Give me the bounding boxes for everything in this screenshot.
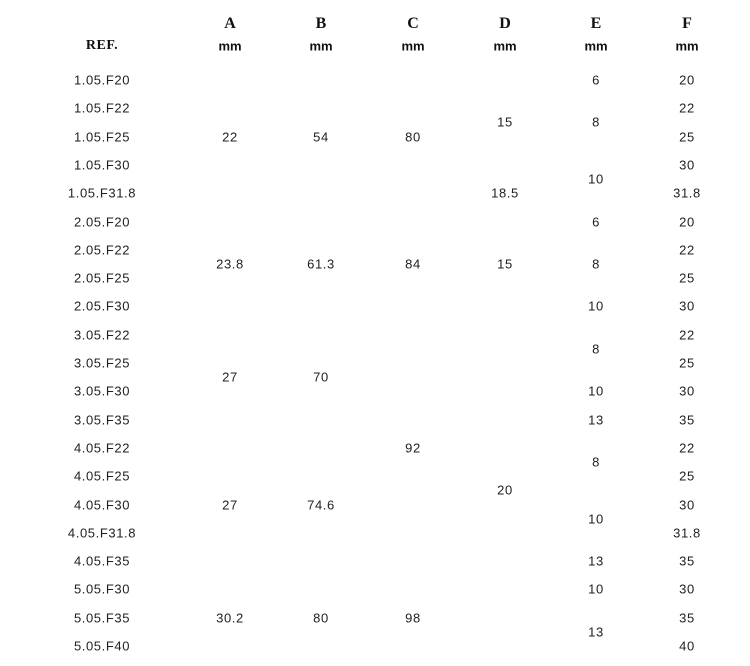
a-cell: 27 <box>222 497 238 512</box>
e-cell: 13 <box>588 624 604 640</box>
a-cell: 30.2 <box>216 610 244 626</box>
ref-cell: 4.05.F30 <box>73 497 131 512</box>
ref-cell: 2.05.F20 <box>73 214 131 229</box>
c-cell: 80 <box>405 129 421 145</box>
column-header-f: F <box>682 15 692 32</box>
ref-cell: 2.05.F22 <box>73 242 131 258</box>
ref-cell: 2.05.F25 <box>73 270 131 286</box>
e-cell: 10 <box>588 383 604 399</box>
ref-cell: 4.05.F25 <box>73 468 131 484</box>
c-cell: 84 <box>405 256 421 272</box>
column-unit-c: mm <box>401 38 425 54</box>
column-unit-f: mm <box>675 38 699 54</box>
d-cell: 15 <box>497 256 513 272</box>
d-cell: 20 <box>497 482 513 498</box>
f-cell: 31.8 <box>673 525 701 541</box>
b-cell: 74.6 <box>307 497 335 512</box>
ref-cell: 1.05.F30 <box>73 157 131 173</box>
e-cell: 6 <box>592 72 600 88</box>
e-cell: 10 <box>588 511 604 527</box>
b-cell: 70 <box>313 369 329 385</box>
f-cell: 25 <box>679 468 695 484</box>
f-cell: 25 <box>679 355 695 371</box>
column-header-d: D <box>499 15 511 32</box>
column-header-b: B <box>315 15 327 32</box>
f-cell: 25 <box>679 270 695 286</box>
ref-cell: 5.05.F35 <box>73 610 131 626</box>
f-cell: 20 <box>679 214 695 229</box>
ref-cell: 3.05.F35 <box>73 412 131 428</box>
ref-cell: 5.05.F40 <box>73 638 131 654</box>
d-cell: 15 <box>497 114 513 130</box>
f-cell: 31.8 <box>673 185 701 201</box>
b-cell: 61.3 <box>307 256 335 272</box>
f-cell: 30 <box>679 298 695 314</box>
f-cell: 35 <box>679 553 695 569</box>
c-cell: 92 <box>405 440 421 456</box>
d-cell: 18.5 <box>491 185 519 201</box>
ref-cell: 5.05.F30 <box>73 581 131 597</box>
e-cell: 10 <box>588 581 604 597</box>
e-cell: 10 <box>588 298 604 314</box>
e-cell: 6 <box>592 214 600 229</box>
e-cell: 8 <box>592 454 600 470</box>
e-cell: 13 <box>588 553 604 569</box>
column-unit-e: mm <box>584 38 608 54</box>
f-cell: 25 <box>679 129 695 145</box>
column-unit-d: mm <box>493 38 517 54</box>
f-cell: 22 <box>679 100 695 116</box>
a-cell: 27 <box>222 369 238 385</box>
f-cell: 35 <box>679 412 695 428</box>
ref-cell: 2.05.F30 <box>73 298 131 314</box>
f-cell: 30 <box>679 581 695 597</box>
e-cell: 8 <box>592 256 600 272</box>
e-cell: 13 <box>588 412 604 428</box>
column-header-e: E <box>590 15 602 32</box>
column-unit-b: mm <box>309 38 333 54</box>
ref-cell: 3.05.F22 <box>73 327 131 343</box>
column-unit-a: mm <box>218 38 242 54</box>
ref-cell: 3.05.F25 <box>73 355 131 371</box>
b-cell: 80 <box>313 610 329 626</box>
e-cell: 10 <box>588 171 604 187</box>
f-cell: 30 <box>679 157 695 173</box>
a-cell: 22 <box>222 129 238 145</box>
column-header-c: C <box>407 15 419 32</box>
f-cell: 20 <box>679 72 695 88</box>
ref-cell: 3.05.F30 <box>73 383 131 399</box>
f-cell: 22 <box>679 242 695 258</box>
column-header-a: A <box>224 15 236 32</box>
f-cell: 35 <box>679 610 695 626</box>
ref-cell: 4.05.F35 <box>73 553 131 569</box>
ref-cell: 1.05.F25 <box>73 129 131 145</box>
f-cell: 22 <box>679 327 695 343</box>
ref-cell: 4.05.F31.8 <box>67 525 137 541</box>
f-cell: 30 <box>679 383 695 399</box>
c-cell: 98 <box>405 610 421 626</box>
f-cell: 30 <box>679 497 695 512</box>
f-cell: 40 <box>679 638 695 654</box>
a-cell: 23.8 <box>216 256 244 272</box>
e-cell: 8 <box>592 114 600 130</box>
b-cell: 54 <box>313 129 329 145</box>
column-header-ref: REF. <box>85 38 119 53</box>
ref-cell: 1.05.F20 <box>73 72 131 88</box>
ref-cell: 1.05.F31.8 <box>67 185 137 201</box>
ref-cell: 4.05.F22 <box>73 440 131 456</box>
f-cell: 22 <box>679 440 695 456</box>
e-cell: 8 <box>592 341 600 357</box>
ref-cell: 1.05.F22 <box>73 100 131 116</box>
